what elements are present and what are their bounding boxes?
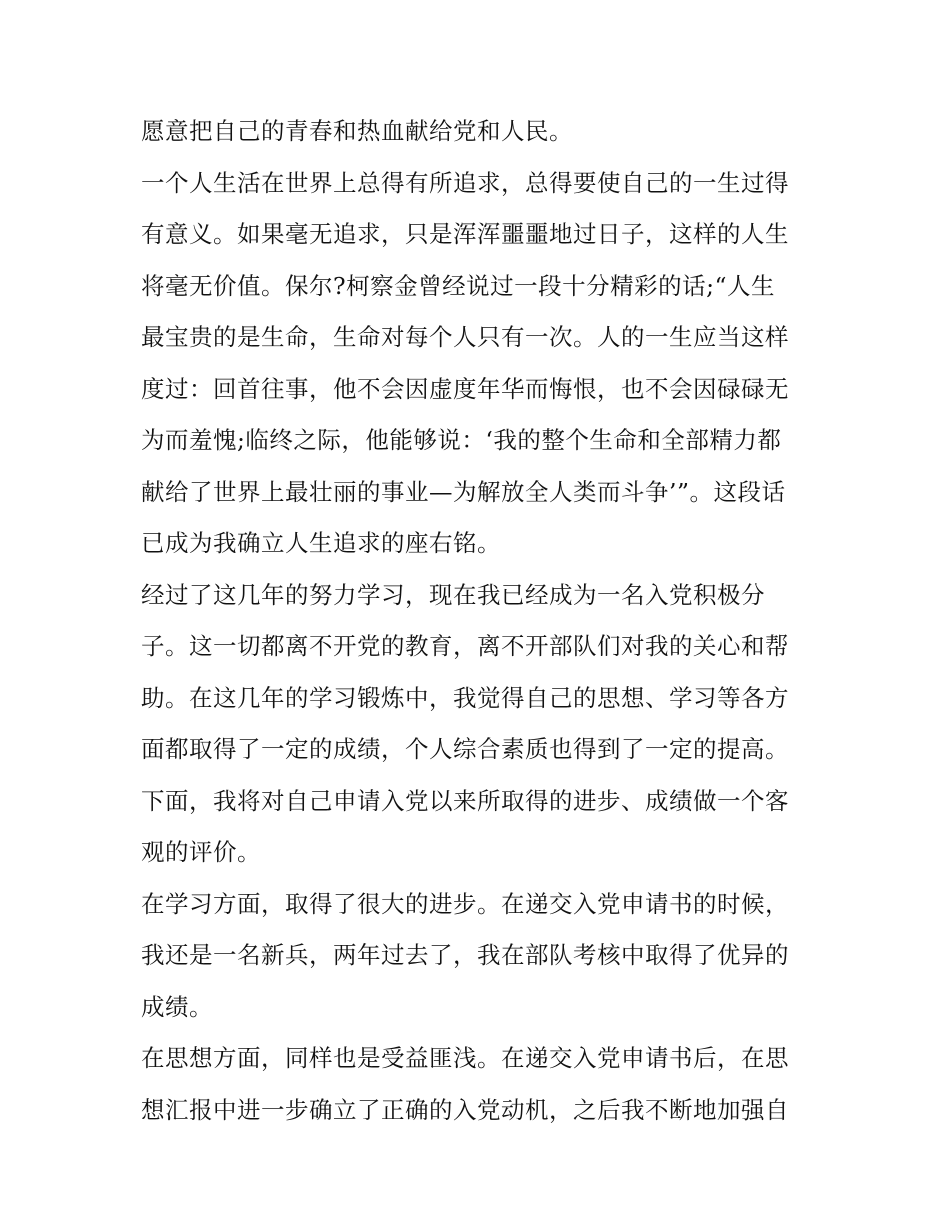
text-line: 一个人生活在世界上总得有所追求，总得要使自己的一生过得	[141, 168, 789, 197]
text-line: 为而羞愧;临终之际，他能够说：‘我的整个生命和全部精力都	[141, 426, 782, 454]
text-line: 在思想方面，同样也是受益匪浅。在递交入党申请书后，在思	[141, 1044, 789, 1072]
text-line: 已成为我确立人生追求的座右铭。	[141, 529, 501, 557]
text-line: 经过了这几年的努力学习，现在我已经成为一名入党积极分	[141, 580, 765, 609]
text-line: 献给了世界上最壮丽的事业—为解放全人类而斗争’”。这段话	[141, 477, 786, 506]
text-line: 成绩。	[141, 992, 213, 1021]
text-line: 将毫无价值。保尔?柯察金曾经说过一段十分精彩的话;“人生	[141, 271, 776, 300]
text-line: 下面，我将对自己申请入党以来所取得的进步、成绩做一个客	[141, 786, 789, 815]
text-line: 面都取得了一定的成绩，个人综合素质也得到了一定的提高。	[141, 735, 789, 763]
text-line: 子。这一切都离不开党的教育，离不开部队们对我的关心和帮	[141, 632, 789, 660]
text-line: 想汇报中进一步确立了正确的入党动机，之后我不断地加强自	[141, 1095, 789, 1124]
text-line: 有意义。如果毫无追求，只是浑浑噩噩地过日子，这样的人生	[141, 220, 789, 248]
text-line: 我还是一名新兵，两年过去了，我在部队考核中取得了优异的	[141, 941, 789, 969]
text-line: 最宝贵的是生命，生命对每个人只有一次。人的一生应当这样	[141, 323, 789, 351]
text-line: 愿意把自己的青春和热血献给党和人民。	[141, 117, 573, 145]
text-line: 助。在这几年的学习锻炼中，我觉得自己的思想、学习等各方	[141, 683, 789, 712]
text-line: 度过：回首往事，他不会因虚度年华而悔恨，也不会因碌碌无	[141, 374, 789, 403]
text-line: 在学习方面，取得了很大的进步。在递交入党申请书的时候，	[141, 889, 789, 918]
text-line: 观的评价。	[141, 838, 261, 866]
document-body	[141, 106, 821, 1136]
